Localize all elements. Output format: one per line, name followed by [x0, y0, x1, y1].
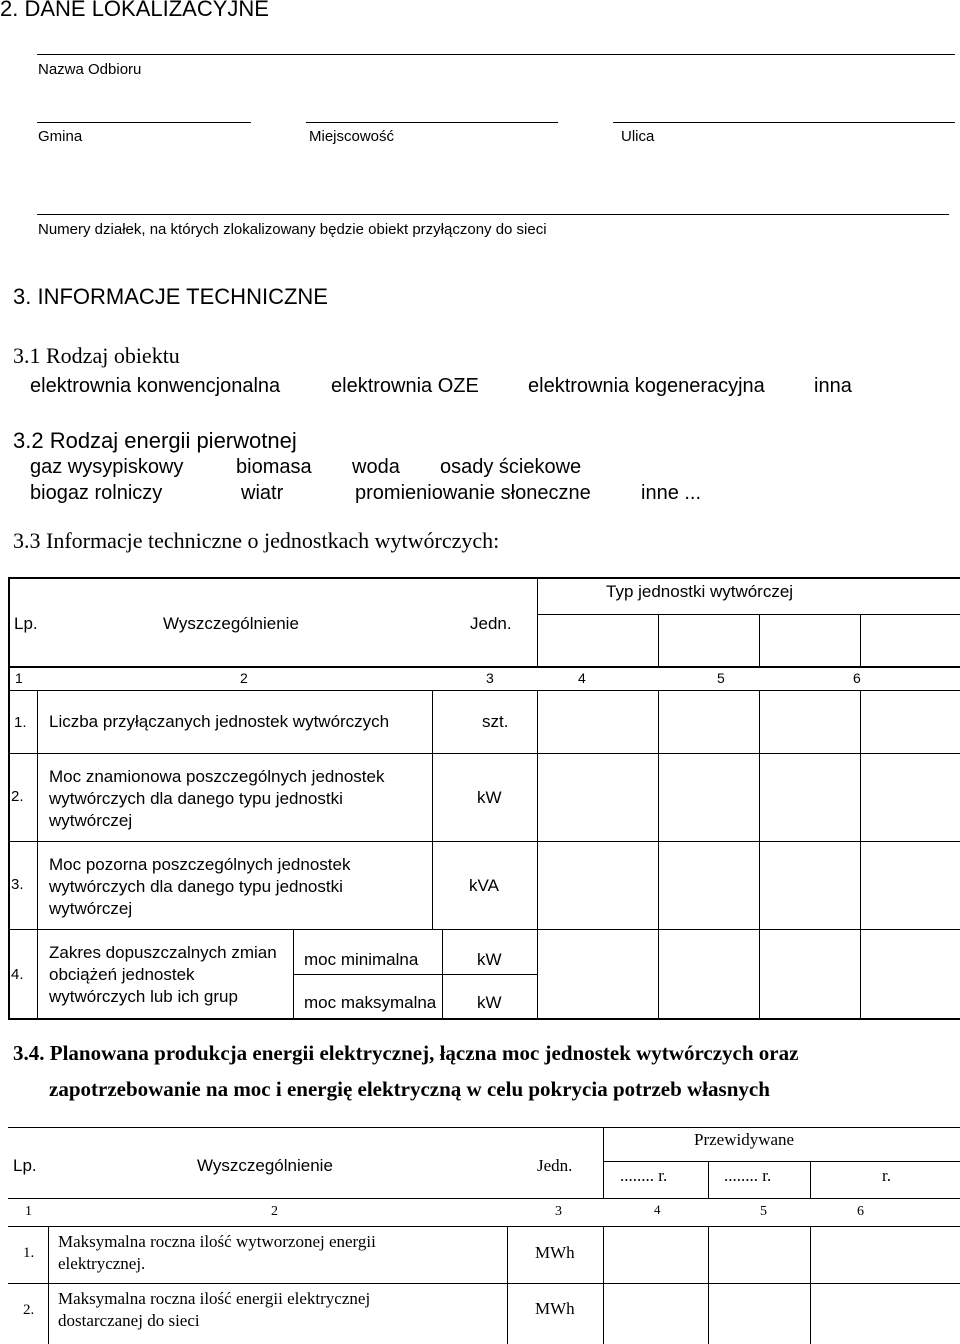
section-3-3-title: 3.3 Informacje techniczne o jednostkach wytwórczych: [13, 528, 500, 553]
row-unit: kW [477, 950, 502, 969]
header-lp: Lp. [14, 614, 38, 633]
header-spec: Wyszczególnienie [163, 614, 299, 633]
section-3-1-title: 3.1 Rodzaj obiektu [13, 343, 180, 368]
header-forecast: Przewidywane [694, 1130, 795, 1149]
row-text: Zakres dopuszczalnych zmian obciążeń jednostek wytwórczych lub ich grup [49, 943, 277, 1006]
header-unit: Jedn. [470, 614, 512, 633]
col-number: 4 [578, 670, 586, 686]
recipient-name-field[interactable] [37, 54, 955, 55]
row-lp: 2. [11, 788, 24, 805]
header-type: Typ jednostki wytwórczej [606, 582, 794, 601]
col-number: 5 [760, 1204, 767, 1219]
row-lp: 4. [11, 966, 24, 983]
col-number: 4 [654, 1202, 661, 1217]
row-lp: 3. [11, 876, 24, 893]
col-number: 1 [25, 1204, 32, 1219]
row-lp: 1. [23, 1245, 35, 1261]
recipient-name-label: Nazwa Odbioru [38, 61, 142, 78]
col-number: 3 [555, 1204, 562, 1219]
section-3-4-title: 3.4. Planowana produkcja energii elektrycznej, łączna moc jednostek wytwórczych oraz [13, 1041, 799, 1065]
header-unit: Jedn. [537, 1156, 573, 1175]
col-number: 6 [857, 1204, 864, 1219]
row-unit: szt. [482, 712, 509, 731]
row-sub-label: moc maksymalna [304, 993, 437, 1012]
energy-option[interactable]: woda [352, 456, 400, 478]
row-text: Moc pozorna poszczególnych jednostek wytwórczych dla danego typu jednostki wytwórczej [49, 855, 351, 918]
energy-option[interactable]: gaz wysypiskowy [30, 456, 184, 478]
plots-label: Numery działek, na których zlokalizowany będzie obiekt przyłączony do sieci [38, 221, 547, 238]
section-3-title: 3. INFORMACJE TECHNICZNE [13, 284, 328, 309]
row-text: Maksymalna roczna ilość wytworzonej energii elektrycznej. [58, 1232, 376, 1273]
town-field[interactable] [306, 122, 558, 123]
year-field[interactable]: ........ r. [620, 1166, 668, 1185]
row-text: Moc znamionowa poszczególnych jednostek wytwórczych dla danego typu jednostki wytwórczej [49, 767, 385, 830]
col-number: 6 [853, 670, 861, 686]
energy-option[interactable]: wiatr [241, 482, 284, 504]
gmina-label: Gmina [38, 128, 83, 145]
section-3-4-title-line2: zapotrzebowanie na moc i energię elektryczną w celu pokrycia potrzeb własnych [49, 1077, 770, 1101]
street-label: Ulica [621, 128, 655, 145]
row-text: Maksymalna roczna ilość energii elektrycznej dostarczanej do sieci [58, 1289, 371, 1330]
object-type-option[interactable]: elektrownia kogeneracyjna [528, 375, 765, 397]
row-unit: MWh [535, 1299, 575, 1318]
col-number: 1 [15, 670, 23, 686]
row-text: Liczba przyłączanych jednostek wytwórczych [49, 712, 390, 731]
section-3-2-title: 3.2 Rodzaj energii pierwotnej [13, 428, 297, 453]
object-type-option[interactable]: inna [814, 375, 852, 397]
row-lp: 2. [23, 1302, 35, 1318]
section-2-title: 2. DANE LOKALIZACYJNE [0, 0, 269, 21]
year-field[interactable]: r. [882, 1166, 891, 1185]
year-field[interactable]: ........ r. [724, 1166, 772, 1185]
row-unit: kW [477, 993, 502, 1012]
header-lp: Lp. [13, 1156, 37, 1175]
energy-option[interactable]: osady ściekowe [440, 456, 582, 478]
row-unit: kVA [469, 876, 499, 895]
row-sub-label: moc minimalna [304, 950, 419, 969]
street-field[interactable] [613, 122, 955, 123]
col-number: 5 [717, 670, 725, 686]
col-number: 3 [486, 670, 494, 686]
col-number: 2 [240, 670, 248, 686]
row-lp: 1. [14, 714, 27, 731]
row-unit: kW [477, 788, 502, 807]
town-label: Miejscowość [309, 128, 395, 145]
energy-option[interactable]: inne ... [641, 482, 702, 504]
energy-option[interactable]: biomasa [236, 456, 312, 478]
gmina-field[interactable] [37, 122, 251, 123]
energy-option[interactable]: biogaz rolniczy [30, 482, 163, 504]
energy-option[interactable]: promieniowanie słoneczne [355, 482, 591, 504]
header-spec: Wyszczególnienie [197, 1156, 333, 1175]
object-type-option[interactable]: elektrownia OZE [331, 375, 479, 397]
row-unit: MWh [535, 1243, 575, 1262]
plots-field[interactable] [37, 214, 949, 215]
col-number: 2 [271, 1204, 278, 1219]
object-type-option[interactable]: elektrownia konwencjonalna [30, 375, 281, 397]
